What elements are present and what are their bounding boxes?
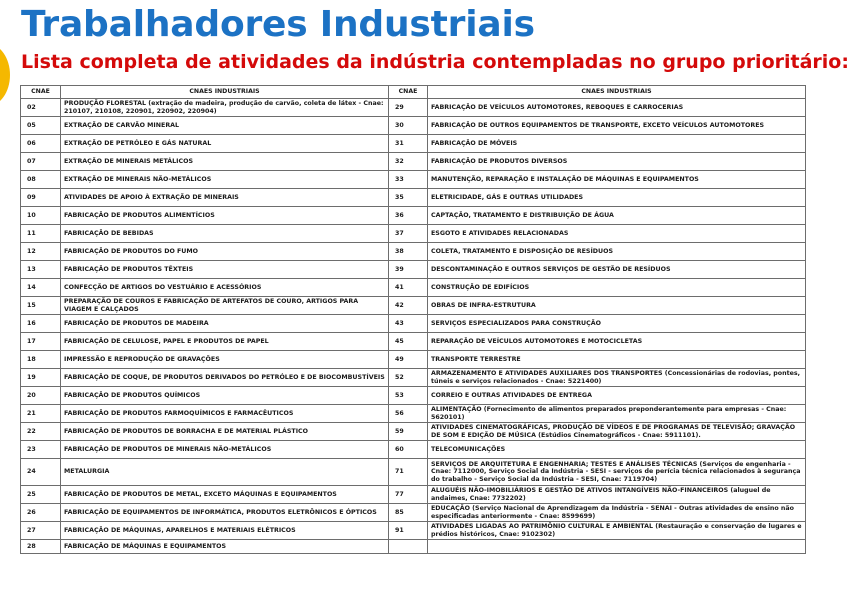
cnae-code-left: 17 (21, 333, 61, 351)
activity-left: FABRICAÇÃO DE PRODUTOS DE MADEIRA (61, 315, 389, 333)
activity-right: ALIMENTAÇÃO (Fornecimento de alimentos preparados preponderantemente para empresas - Cnae: 5620101) (428, 405, 806, 423)
table-row (21, 261, 806, 279)
table-row (21, 459, 806, 486)
table-row (21, 540, 806, 554)
cnae-code-right: 32 (389, 153, 428, 171)
page-subtitle: Lista completa de atividades da indústria contempladas no grupo prioritário: (21, 51, 849, 73)
activity-left: FABRICAÇÃO DE COQUE, DE PRODUTOS DERIVADOS DO PETRÓLEO E DE BIOCOMBUSTÍVEIS (61, 369, 389, 387)
cnae-code-left: 05 (21, 117, 61, 135)
cnae-code-right: 53 (389, 387, 428, 405)
cnae-code-right (389, 540, 428, 554)
cnae-code-right: 52 (389, 369, 428, 387)
cnae-code-right: 37 (389, 225, 428, 243)
table-row (21, 153, 806, 171)
cnae-code-left: 21 (21, 405, 61, 423)
cnae-code-left: 02 (21, 99, 61, 117)
activity-right: ATIVIDADES LIGADAS AO PATRIMÔNIO CULTURAL E AMBIENTAL (Restauração e conservação de lugares e prédios históricos, Cnae: 9102302) (428, 522, 806, 540)
cnae-code-right: 56 (389, 405, 428, 423)
cnae-code-left: 12 (21, 243, 61, 261)
activity-left: FABRICAÇÃO DE PRODUTOS TÊXTEIS (61, 261, 389, 279)
activity-right: TELECOMUNICAÇÕES (428, 441, 806, 459)
table-row (21, 135, 806, 153)
cnae-code-left: 24 (21, 459, 61, 486)
cnae-code-right: 31 (389, 135, 428, 153)
cnae-code-right: 30 (389, 117, 428, 135)
table-row (21, 504, 806, 522)
activity-left: PREPARAÇÃO DE COUROS E FABRICAÇÃO DE ARTEFATOS DE COURO, ARTIGOS PARA VIAGEM E CALÇADOS (61, 297, 389, 315)
cnae-code-left: 08 (21, 171, 61, 189)
cnae-code-right: 29 (389, 99, 428, 117)
cnae-code-right: 35 (389, 189, 428, 207)
cnae-code-left: 18 (21, 351, 61, 369)
cnae-code-right: 85 (389, 504, 428, 522)
activity-right: ESGOTO E ATIVIDADES RELACIONADAS (428, 225, 806, 243)
cnae-code-right: 91 (389, 522, 428, 540)
table-row (21, 171, 806, 189)
cnae-code-right: 45 (389, 333, 428, 351)
activity-right: ARMAZENAMENTO E ATIVIDADES AUXILIARES DOS TRANSPORTES (Concessionárias de rodovias, pontes, túneis e serviços relacionados - Cnae: 5221400) (428, 369, 806, 387)
cnae-code-right: 42 (389, 297, 428, 315)
cnae-code-right: 36 (389, 207, 428, 225)
header-cnae-right: CNAE (389, 86, 428, 99)
cnae-code-left: 14 (21, 279, 61, 297)
table-row (21, 405, 806, 423)
activity-right: OBRAS DE INFRA-ESTRUTURA (428, 297, 806, 315)
activity-left: FABRICAÇÃO DE PRODUTOS QUÍMICOS (61, 387, 389, 405)
activity-left: CONFECÇÃO DE ARTIGOS DO VESTUÁRIO E ACESSÓRIOS (61, 279, 389, 297)
activity-right: FABRICAÇÃO DE VEÍCULOS AUTOMOTORES, REBOQUES E CARROCERIAS (428, 99, 806, 117)
cnae-code-right: 71 (389, 459, 428, 486)
activity-right: CORREIO E OUTRAS ATIVIDADES DE ENTREGA (428, 387, 806, 405)
cnae-code-right: 41 (389, 279, 428, 297)
table-row (21, 99, 806, 117)
cnae-code-right: 60 (389, 441, 428, 459)
table-row (21, 189, 806, 207)
activity-right: ALUGUÉIS NÃO-IMOBILIÁRIOS E GESTÃO DE ATIVOS INTANGÍVEIS NÃO-FINANCEIROS (aluguel de andaimes, Cnae: 7732202) (428, 486, 806, 504)
activity-right: ATIVIDADES CINEMATOGRÁFICAS, PRODUÇÃO DE VÍDEOS E DE PROGRAMAS DE TELEVISÃO; GRAVAÇÃO DE SOM E EDIÇÃO DE MÚSICA (Estúdios Cinematográficos - Cnae: 5911101). (428, 423, 806, 441)
page-title: Trabalhadores Industriais (21, 4, 535, 45)
cnae-code-right: 39 (389, 261, 428, 279)
activity-right: TRANSPORTE TERRESTRE (428, 351, 806, 369)
activity-left: FABRICAÇÃO DE PRODUTOS FARMOQUÍMICOS E FARMACÊUTICOS (61, 405, 389, 423)
table-row (21, 441, 806, 459)
activity-right: FABRICAÇÃO DE MÓVEIS (428, 135, 806, 153)
header-activities-left: CNAES INDUSTRIAIS (61, 86, 389, 99)
activity-right: ELETRICIDADE, GÁS E OUTRAS UTILIDADES (428, 189, 806, 207)
activity-left: FABRICAÇÃO DE PRODUTOS DO FUMO (61, 243, 389, 261)
table-row (21, 225, 806, 243)
activity-left: EXTRAÇÃO DE PETRÓLEO E GÁS NATURAL (61, 135, 389, 153)
table-row (21, 333, 806, 351)
activity-left: EXTRAÇÃO DE CARVÃO MINERAL (61, 117, 389, 135)
cnae-code-left: 16 (21, 315, 61, 333)
table-row (21, 423, 806, 441)
cnae-code-left: 07 (21, 153, 61, 171)
activity-right: SERVIÇOS DE ARQUITETURA E ENGENHARIA; TESTES E ANÁLISES TÉCNICAS (Serviços de engenharia - Cnae: 7112000, Serviço Social da Indústria - SESI - serviços de perícia técnica relacionados à segurança do trabalho - Serviço Social da Indústria - SESI, Cnae: 7119704) (428, 459, 806, 486)
table-header-row (21, 86, 806, 99)
activity-left: PRODUÇÃO FLORESTAL (extração de madeira, produção de carvão, coleta de látex - Cnae: 210107, 210108, 220901, 220902, 220904) (61, 99, 389, 117)
cnae-code-right: 49 (389, 351, 428, 369)
cnae-table (20, 85, 806, 554)
table-row (21, 207, 806, 225)
activity-left: EXTRAÇÃO DE MINERAIS METÁLICOS (61, 153, 389, 171)
activity-right: FABRICAÇÃO DE OUTROS EQUIPAMENTOS DE TRANSPORTE, EXCETO VEÍCULOS AUTOMOTORES (428, 117, 806, 135)
activity-left: METALURGIA (61, 459, 389, 486)
cnae-code-left: 13 (21, 261, 61, 279)
table-row (21, 522, 806, 540)
table-row (21, 279, 806, 297)
cnae-code-left: 11 (21, 225, 61, 243)
cnae-code-left: 10 (21, 207, 61, 225)
cnae-code-left: 25 (21, 486, 61, 504)
cnae-code-left: 15 (21, 297, 61, 315)
activity-left: FABRICAÇÃO DE CELULOSE, PAPEL E PRODUTOS DE PAPEL (61, 333, 389, 351)
activity-left: FABRICAÇÃO DE EQUIPAMENTOS DE INFORMÁTICA, PRODUTOS ELETRÔNICOS E ÓPTICOS (61, 504, 389, 522)
activity-left: FABRICAÇÃO DE BEBIDAS (61, 225, 389, 243)
activity-right: FABRICAÇÃO DE PRODUTOS DIVERSOS (428, 153, 806, 171)
cnae-code-right: 38 (389, 243, 428, 261)
activity-left: FABRICAÇÃO DE PRODUTOS DE BORRACHA E DE MATERIAL PLÁSTICO (61, 423, 389, 441)
cnae-code-right: 77 (389, 486, 428, 504)
activity-left: FABRICAÇÃO DE PRODUTOS DE MINERAIS NÃO-METÁLICOS (61, 441, 389, 459)
cnae-code-left: 26 (21, 504, 61, 522)
header-activities-right: CNAES INDUSTRIAIS (428, 86, 806, 99)
activity-right: CAPTAÇÃO, TRATAMENTO E DISTRIBUIÇÃO DE ÁGUA (428, 207, 806, 225)
activity-right: SERVIÇOS ESPECIALIZADOS PARA CONSTRUÇÃO (428, 315, 806, 333)
cnae-code-right: 33 (389, 171, 428, 189)
cnae-code-left: 20 (21, 387, 61, 405)
table-row (21, 243, 806, 261)
activity-right: COLETA, TRATAMENTO E DISPOSIÇÃO DE RESÍDUOS (428, 243, 806, 261)
activity-right: MANUTENÇÃO, REPARAÇÃO E INSTALAÇÃO DE MÁQUINAS E EQUIPAMENTOS (428, 171, 806, 189)
cnae-code-left: 27 (21, 522, 61, 540)
decorative-accent-circle (0, 44, 10, 106)
activity-left: FABRICAÇÃO DE MÁQUINAS E EQUIPAMENTOS (61, 540, 389, 554)
header-cnae-left: CNAE (21, 86, 61, 99)
table-body (21, 99, 806, 554)
cnae-code-right: 59 (389, 423, 428, 441)
cnae-code-right: 43 (389, 315, 428, 333)
activity-left: IMPRESSÃO E REPRODUÇÃO DE GRAVAÇÕES (61, 351, 389, 369)
cnae-code-left: 09 (21, 189, 61, 207)
activity-left: EXTRAÇÃO DE MINERAIS NÃO-METÁLICOS (61, 171, 389, 189)
cnae-code-left: 22 (21, 423, 61, 441)
table-row (21, 315, 806, 333)
table-row (21, 117, 806, 135)
activity-right: EDUCAÇÃO (Serviço Nacional de Aprendizagem da Indústria - SENAI - Outras atividades de ensino não especificadas anteriormente - Cnae: 8599699) (428, 504, 806, 522)
table-row (21, 351, 806, 369)
activity-right: DESCONTAMINAÇÃO E OUTROS SERVIÇOS DE GESTÃO DE RESÍDUOS (428, 261, 806, 279)
cnae-code-left: 19 (21, 369, 61, 387)
table-row (21, 387, 806, 405)
activity-left: ATIVIDADES DE APOIO À EXTRAÇÃO DE MINERAIS (61, 189, 389, 207)
table-row (21, 369, 806, 387)
activity-left: FABRICAÇÃO DE PRODUTOS ALIMENTÍCIOS (61, 207, 389, 225)
activity-right: REPARAÇÃO DE VEÍCULOS AUTOMOTORES E MOTOCICLETAS (428, 333, 806, 351)
activity-right: CONSTRUÇÃO DE EDIFÍCIOS (428, 279, 806, 297)
activity-right (428, 540, 806, 554)
cnae-code-left: 06 (21, 135, 61, 153)
cnae-code-left: 23 (21, 441, 61, 459)
table-row (21, 297, 806, 315)
cnae-code-left: 28 (21, 540, 61, 554)
activity-left: FABRICAÇÃO DE PRODUTOS DE METAL, EXCETO MÁQUINAS E EQUIPAMENTOS (61, 486, 389, 504)
table-row (21, 486, 806, 504)
activity-left: FABRICAÇÃO DE MÁQUINAS, APARELHOS E MATERIAIS ELÉTRICOS (61, 522, 389, 540)
